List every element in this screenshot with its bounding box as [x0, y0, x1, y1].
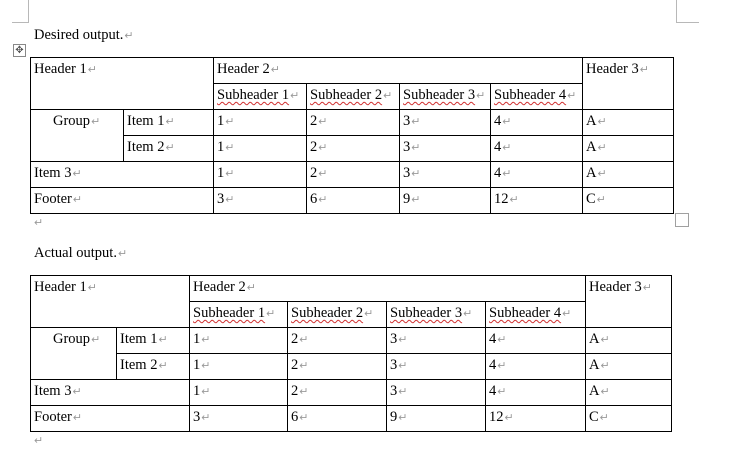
- value-cell: 1↵: [214, 162, 307, 188]
- subheader-cell: Subheader 4↵: [486, 302, 586, 328]
- table-resize-icon[interactable]: [675, 213, 689, 227]
- value-cell: 1↵: [190, 380, 288, 406]
- value-cell: 1↵: [214, 110, 307, 136]
- value-cell: A↵: [586, 380, 672, 406]
- value-cell: 3↵: [387, 380, 486, 406]
- value-cell: A↵: [586, 328, 672, 354]
- value-cell: 12↵: [486, 406, 586, 432]
- page-corner-mark-left: [12, 0, 29, 23]
- value-cell: A↵: [583, 136, 674, 162]
- group-cell: Group↵: [31, 110, 124, 162]
- value-cell: 3↵: [400, 162, 491, 188]
- subheader-cell: Subheader 3↵: [387, 302, 486, 328]
- value-cell: 3↵: [400, 110, 491, 136]
- header-2-cell: Header 2↵: [190, 276, 586, 302]
- value-cell: 4↵: [486, 354, 586, 380]
- footer-label-cell: Footer↵: [31, 188, 214, 214]
- subheader-cell: Subheader 2↵: [288, 302, 387, 328]
- value-cell: 12↵: [491, 188, 583, 214]
- value-cell: 2↵: [288, 380, 387, 406]
- value-cell: 1↵: [190, 354, 288, 380]
- trailing-paragraph-mark: ↵: [34, 435, 44, 447]
- move-cross-icon[interactable]: ✥: [13, 44, 26, 57]
- value-cell: 3↵: [400, 136, 491, 162]
- subheader-cell: Subheader 1↵: [214, 84, 307, 110]
- header-1-cell: Header 1↵: [31, 276, 190, 328]
- desired-output-label: Desired output.↵: [34, 27, 134, 43]
- value-cell: 2↵: [307, 110, 400, 136]
- value-cell: 3↵: [190, 406, 288, 432]
- actual-table: [30, 275, 672, 432]
- actual-output-label: Actual output.↵: [34, 245, 128, 261]
- header-2-cell: Header 2↵: [214, 58, 583, 84]
- row-label-cell: Item 1↵: [124, 110, 214, 136]
- value-cell: 9↵: [400, 188, 491, 214]
- row-label-cell: Item 3↵: [31, 162, 214, 188]
- value-cell: 3↵: [387, 328, 486, 354]
- value-cell: 4↵: [491, 110, 583, 136]
- row-label-cell: Item 3↵: [31, 380, 190, 406]
- row-label-cell: Item 2↵: [124, 136, 214, 162]
- row-label-cell: Item 2↵: [117, 354, 190, 380]
- empty-paragraph-mark: ↵: [34, 217, 44, 229]
- value-cell: C↵: [583, 188, 674, 214]
- header-3-cell: Header 3↵: [586, 276, 672, 328]
- value-cell: 2↵: [288, 354, 387, 380]
- value-cell: 4↵: [486, 380, 586, 406]
- group-cell: Group↵: [31, 328, 117, 380]
- subheader-cell: Subheader 1↵: [190, 302, 288, 328]
- value-cell: C↵: [586, 406, 672, 432]
- value-cell: 1↵: [190, 328, 288, 354]
- subheader-cell: Subheader 2↵: [307, 84, 400, 110]
- value-cell: 6↵: [307, 188, 400, 214]
- value-cell: 3↵: [387, 354, 486, 380]
- header-1-cell: Header 1↵: [31, 58, 214, 110]
- subheader-cell: Subheader 4↵: [491, 84, 583, 110]
- value-cell: 2↵: [307, 136, 400, 162]
- value-cell: A↵: [586, 354, 672, 380]
- value-cell: 9↵: [387, 406, 486, 432]
- value-cell: 2↵: [288, 328, 387, 354]
- value-cell: A↵: [583, 162, 674, 188]
- value-cell: 4↵: [491, 162, 583, 188]
- value-cell: 2↵: [307, 162, 400, 188]
- footer-label-cell: Footer↵: [31, 406, 190, 432]
- value-cell: 1↵: [214, 136, 307, 162]
- value-cell: 4↵: [491, 136, 583, 162]
- page-corner-mark-right: [676, 0, 699, 23]
- subheader-cell: Subheader 3↵: [400, 84, 491, 110]
- desired-table: [30, 57, 674, 214]
- value-cell: 3↵: [214, 188, 307, 214]
- value-cell: A↵: [583, 110, 674, 136]
- row-label-cell: Item 1↵: [117, 328, 190, 354]
- header-3-cell: Header 3↵: [583, 58, 674, 110]
- value-cell: 6↵: [288, 406, 387, 432]
- value-cell: 4↵: [486, 328, 586, 354]
